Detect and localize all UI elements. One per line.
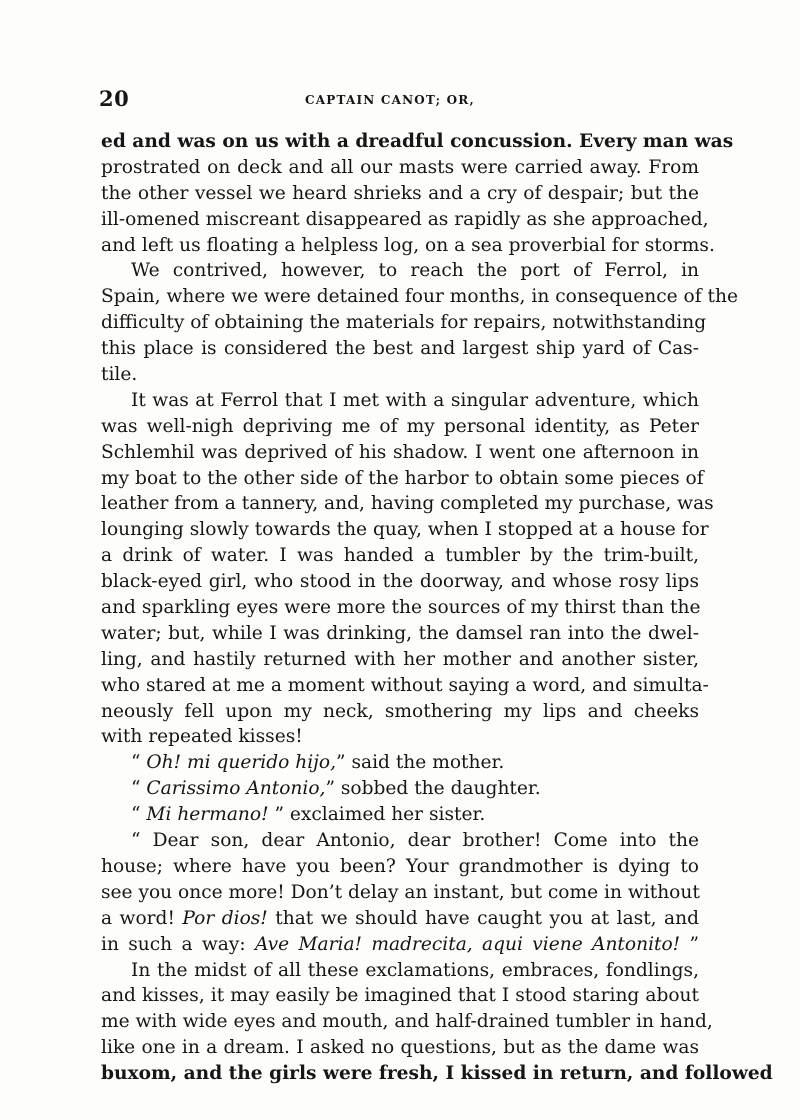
text-line [101,647,699,673]
text-line [101,595,699,621]
text-line [101,699,699,725]
text-run: ” exclaimed her sister. [268,804,486,826]
text-run: prostrated on deck and all our masts were carried away. From [101,156,699,178]
text-line [101,906,699,932]
text-run: that we should have caught you at last, and [267,907,700,929]
text-run: and left us floating a helpless log, on a sea proverbial for storms. [101,234,715,256]
text-line [101,828,699,854]
text-run: ling, and hastily returned with her mother and another sister, [101,648,699,670]
text-run: a drink of water. I was handed a tumbler by the trim-built, [101,545,699,567]
text-run: in such a way: [101,933,255,955]
text-run: ill-omened miscreant disappeared as rapidly as she approached, [101,208,709,230]
text-run: tile. [101,364,138,386]
text-run: “ [131,804,147,826]
text-line [101,284,738,310]
text-run: a word! [101,907,183,929]
text-line [101,440,699,466]
text-run: It was at Ferrol that I met with a singular adventure, which [131,389,699,411]
italic-run: Oh! mi querido hijo, [146,752,337,774]
text-run: buxom, and the girls were fresh, I kissed in return, and followed [101,1063,773,1085]
text-line [101,1035,699,1061]
text-run: lounging slowly towards the quay, when I stopped at a house for [101,519,709,541]
text-line [101,207,709,233]
text-run: Spain, where we were detained four months, in consequence of the [101,286,738,308]
text-line [101,932,699,958]
text-line [101,233,715,259]
text-line [101,129,734,155]
text-run: and kisses, it may easily be imagined that I stood staring about [101,985,699,1007]
text-run: “ [131,752,147,774]
text-run: like one in a dream. I asked no questions, but as the dame was [101,1037,699,1059]
text-run: “ [131,778,147,800]
text-run: leather from a tannery, and, having completed my purchase, was [101,493,714,515]
text-line [101,491,714,517]
text-run: house; where have you been? Your grandmother is dying to [101,855,699,877]
text-run: me with wide eyes and mouth, and half-drained tumbler in hand, [101,1011,713,1033]
text-run: ” [680,933,699,955]
body-text [101,129,773,1087]
text-run: water; but, while I was drinking, the damsel ran into the dwel- [101,622,699,644]
text-line [101,880,699,906]
text-run: with repeated kisses! [101,726,303,748]
text-run: my boat to the other side of the harbor to obtain some pieces of [101,467,704,489]
text-run: In the midst of all these exclamations, embraces, fondlings, [131,959,699,981]
text-run: We contrived, however, to reach the port of Ferrol, in [131,260,699,282]
italic-run: Ave Maria! madrecita, aqui viene Antonito! [255,933,681,955]
text-line [101,1061,773,1087]
text-line [101,414,699,440]
text-line [101,854,699,880]
text-run: black-eyed girl, who stood in the doorway, and whose rosy lips [101,571,699,593]
text-line [101,181,699,207]
italic-run: Por dios! [182,907,268,929]
text-line [101,983,699,1009]
text-line [101,621,699,647]
text-run: this place is considered the best and largest ship yard of Cas- [101,338,699,360]
text-run: see you once more! Don’t delay an instant, but come in without [101,881,700,903]
text-line [101,336,699,362]
text-run: was well-nigh depriving me of my personal identity, as Peter [101,415,699,437]
text-run: ” said the mother. [336,752,505,774]
text-run: ed and was on us with a dreadful concussion. Every man was [101,131,734,152]
text-line [101,569,699,595]
running-head: CAPTAIN CANOT; OR, [305,93,475,107]
text-line [101,724,699,750]
text-line [101,776,699,802]
text-line [101,750,699,776]
text-run: the other vessel we heard shrieks and a cry of despair; but the [101,182,699,204]
text-line [101,388,699,414]
page-number: 20 [99,86,130,111]
text-run: difficulty of obtaining the materials for repairs, notwithstanding [101,312,707,334]
text-line [101,258,699,284]
text-line [101,466,704,492]
text-line [101,543,699,569]
text-line [101,958,699,984]
text-line [101,155,699,181]
text-line [101,517,709,543]
text-line [101,362,699,388]
italic-run: Carissimo Antonio, [146,778,326,800]
text-run: Schlemhil was deprived of his shadow. I went one afternoon in [101,441,699,463]
text-line [101,310,707,336]
text-line [101,673,709,699]
text-run: ” sobbed the daughter. [325,778,541,800]
text-line [101,1009,713,1035]
text-run: “ Dear son, dear Antonio, dear brother! Come into the [131,830,699,852]
text-run: who stared at me a moment without saying a word, and simulta- [101,674,709,696]
text-run: neously fell upon my neck, smothering my lips and cheeks [101,700,699,722]
text-line [101,802,699,828]
italic-run: Mi hermano! [146,804,269,826]
text-run: and sparkling eyes were more the sources of my thirst than the [101,597,701,619]
